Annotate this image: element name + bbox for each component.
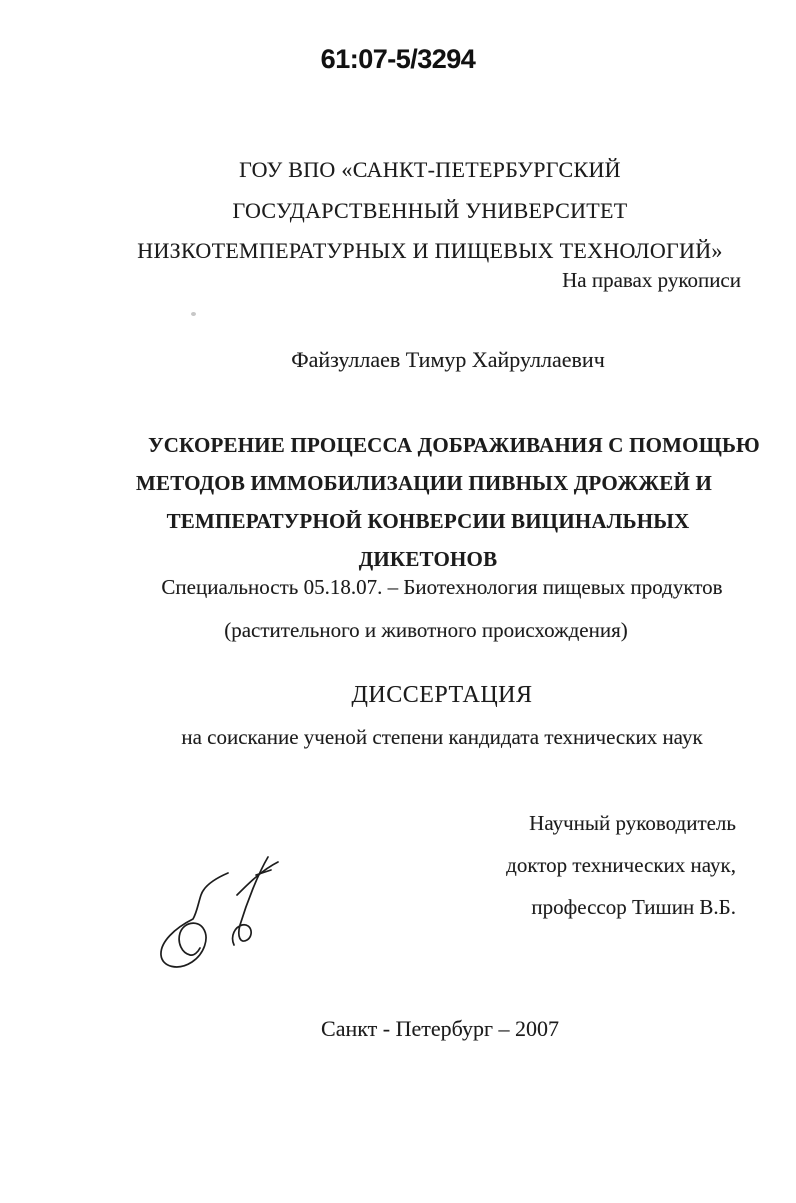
specialty-subline: (растительного и животного происхождения) <box>224 618 628 642</box>
university-name <box>100 150 760 272</box>
title-line: ТЕМПЕРАТУРНОЙ КОНВЕРСИИ ВИЦИНАЛЬНЫХ ДИКЕТОНОВ <box>166 509 690 571</box>
dissertation-title <box>100 426 760 578</box>
supervisor-signature-icon <box>130 840 310 985</box>
title-line: УСКОРЕНИЕ ПРОЦЕССА ДОБРАЖИВАНИЯ С ПОМОЩЬЮ <box>148 433 760 457</box>
supervisor-block <box>506 802 736 928</box>
university-line: ГОУ ВПО «САНКТ-ПЕТЕРБУРГСКИЙ <box>239 157 621 182</box>
specialty-line: Специальность 05.18.07. – Биотехнология пищевых продуктов <box>161 575 723 599</box>
author-name: Файзуллаев Тимур Хайруллаевич <box>291 347 605 372</box>
catalog-number: 61:07-5/3294 <box>320 44 476 74</box>
document-type-heading: ДИССЕРТАЦИЯ <box>351 682 533 708</box>
scan-artifact-dot <box>191 312 196 316</box>
specialty-block <box>100 566 760 652</box>
university-line: ГОСУДАРСТВЕННЫЙ УНИВЕРСИТЕТ <box>232 197 628 223</box>
supervisor-degree-line: доктор технических наук, <box>506 853 736 877</box>
signature-stroke <box>233 857 268 945</box>
supervisor-role-line: Научный руководитель <box>529 811 736 835</box>
signature-stroke <box>161 873 228 967</box>
supervisor-name-line: профессор Тишин В.Б. <box>531 895 736 919</box>
title-line: МЕТОДОВ ИММОБИЛИЗАЦИИ ПИВНЫХ ДРОЖЖЕЙ И <box>136 471 712 495</box>
city-year-line: Санкт - Петербург – 2007 <box>321 1016 559 1041</box>
manuscript-rights-note: На правах рукописи <box>562 268 741 292</box>
degree-line: на соискание ученой степени кандидата технических наук <box>181 725 703 749</box>
university-line: НИЗКОТЕМПЕРАТУРНЫХ И ПИЩЕВЫХ ТЕХНОЛОГИЙ» <box>137 238 723 263</box>
